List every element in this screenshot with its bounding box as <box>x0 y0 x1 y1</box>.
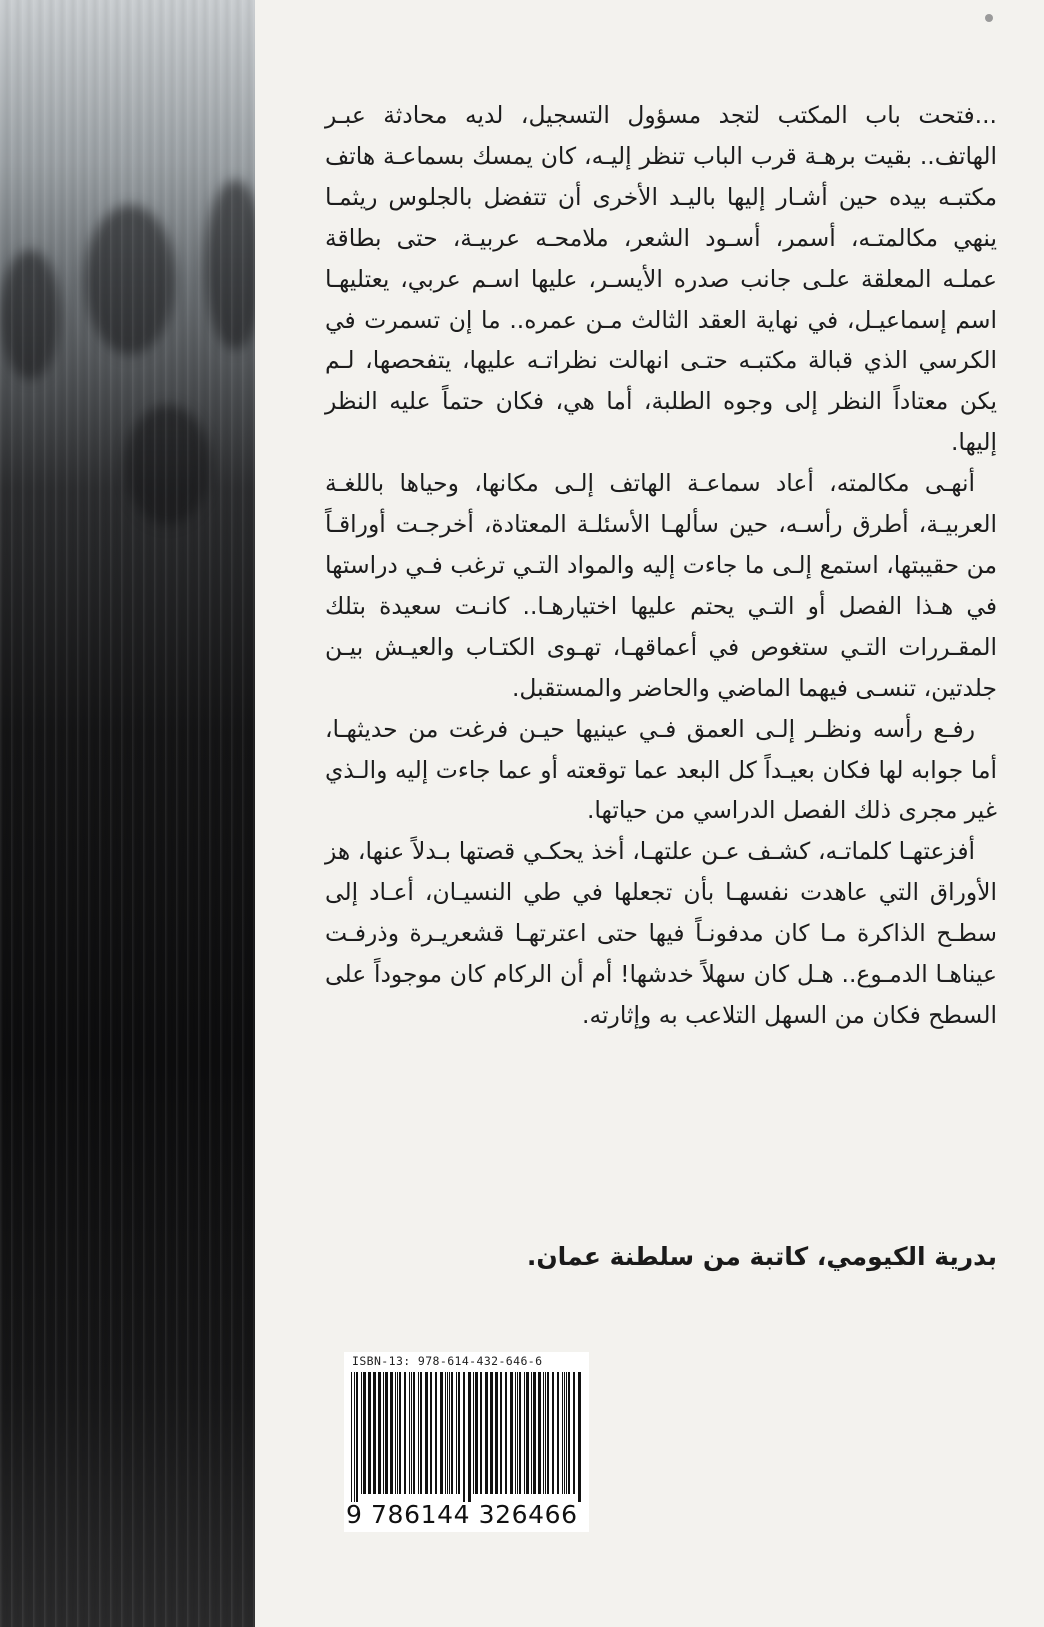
barcode-bar <box>519 1372 521 1494</box>
barcode-bar <box>468 1372 471 1502</box>
barcode-bar <box>557 1372 559 1494</box>
barcode-bar <box>395 1372 396 1494</box>
barcode-bar <box>538 1372 541 1494</box>
barcode-bar <box>458 1372 460 1494</box>
barcode-bar <box>545 1372 546 1494</box>
barcode-bar <box>510 1372 513 1494</box>
barcode-bar <box>356 1372 358 1502</box>
barcode-bar <box>363 1372 366 1494</box>
barcode-bar <box>485 1372 488 1494</box>
barcode-bar <box>463 1372 465 1502</box>
barcode-bar <box>413 1372 415 1494</box>
barcode-bar <box>420 1372 422 1494</box>
barcode-bar <box>409 1372 410 1494</box>
barcode-bar <box>418 1372 419 1494</box>
barcode-bar <box>390 1372 393 1494</box>
barcode-bar <box>440 1372 443 1494</box>
barcode-bar <box>564 1372 565 1494</box>
barcode-bar <box>385 1372 388 1494</box>
barcode-bar <box>373 1372 376 1494</box>
barcode-bar <box>451 1372 453 1494</box>
barcode-bar <box>573 1372 575 1494</box>
barcode-bar <box>449 1372 450 1494</box>
barcode-bar <box>490 1372 493 1494</box>
barcode-bar <box>505 1372 507 1494</box>
blurb-paragraph-4: أفزعتهـا كلماتـه، كشـف عـن علتهـا، أخذ يحكـي قصتها بـدلاً عنها، هز الأوراق التي عاهدت نفسهـا بأن تجعلها في طي النسيـان، أعـاد إلى سطـح الذاكرة مـا كان مدفونـاً فيها حتى اعترتهـا قشعريـرة وذرفـت عيناهـا الدمـوع.. هـل كان سهلاً خدشها! أم أن الركام كان موجوداً على السطح فكان من السهل التلاعب به وإثارته. <box>325 837 997 1029</box>
barcode-bar <box>354 1372 355 1502</box>
blurb-paragraph-1: ...فتحت باب المكتب لتجد مسؤول التسجيل، لديه محادثة عبـر الهاتف.. بقيت برهـة قرب الباب تنظر إليـه، كان يمسك بسماعـة هاتف مكتبـه بيده حين أشـار إليها باليـد الأخرى أن تتفضل بالجلوس ريثمـا ينهي مكالمتـه، أسمر، أسـود الشعر، ملامحـه عربيـة، حتى بطاقة عملـه المعلقة علـى جانب صدره الأيسـر، عليها اسـم عربي، يعتليهـا اسم إسماعيـل، في نهاية العقد الثالث مـن عمره.. ما إن تسمرت في الكرسي الذي قبالة مكتبـه حتـى انهالت نظراتـه عليها، يتفحصها، لـم يكن معتاداً النظر إلى وجوه الطلبة، أما هي، فكان حتماً عليه النظر إليها. <box>325 101 997 457</box>
barcode-bar <box>495 1372 498 1494</box>
barcode-bar <box>383 1372 384 1494</box>
barcode-bar <box>399 1372 401 1494</box>
barcode-bar <box>552 1372 554 1494</box>
barcode-digits: 9 786144 326466 <box>346 1500 578 1529</box>
isbn-label: ISBN-13: 978-614-432-646-6 <box>352 1354 543 1368</box>
barcode-bar <box>404 1372 406 1494</box>
barcode-bar <box>515 1372 516 1494</box>
barcode-bar <box>445 1372 446 1494</box>
barcode-bar <box>378 1372 381 1494</box>
barcode-bar <box>517 1372 518 1494</box>
corner-mark <box>985 14 993 22</box>
barcode-bar <box>566 1372 567 1494</box>
barcode-bar <box>368 1372 371 1494</box>
barcode-bar <box>547 1372 549 1494</box>
barcode-bar <box>531 1372 532 1494</box>
barcode-bar <box>500 1372 502 1494</box>
barcode-bar <box>473 1372 474 1494</box>
blurb-paragraph-2: أنهـى مكالمته، أعاد سماعـة الهاتف إلـى مكانها، وحياها باللغـة العربيـة، أطرق رأسـه، حين سألهـا الأسئلـة المعتادة، أخرجـت أوراقـاً من حقيبتها، استمع إلـى ما جاءت إليه والمواد التـي ترغب فـي دراستها في هـذا الفصل أو التـي يحتم عليها اختيارهـا.. كانـت سعيدة بتلك المقـررات التـي ستغوص في أعماقهـا، تهـوى الكتـاب والعيـش بيـن جلدتين، تنسـى فيهما الماضي والحاضر والمستقبل. <box>325 469 997 702</box>
barcode-bar <box>568 1372 570 1494</box>
author-line: بدرية الكيومي، كاتبة من سلطنة عمان. <box>526 1242 997 1271</box>
barcode-bar <box>456 1372 457 1494</box>
back-cover-blurb <box>325 95 997 1036</box>
barcode-bar <box>411 1372 412 1494</box>
barcode-bar <box>524 1372 525 1494</box>
barcode-bar <box>447 1372 448 1494</box>
barcode-bar <box>397 1372 398 1494</box>
barcode-bar <box>361 1372 362 1494</box>
barcode-bar <box>543 1372 544 1494</box>
barcode-bar <box>425 1372 428 1494</box>
barcode-icon <box>349 1372 585 1502</box>
barcode-bar <box>435 1372 437 1494</box>
blurb-paragraph-3: رفـع رأسه ونظـر إلـى العمق فـي عينيها حيـن فرغت من حديثهـا، أما جوابه لها فكان بعيـداً كل البعد عما توقعته أو عما جاءت إليه والـذي غير مجرى ذلك الفصل الدراسي من حياتها. <box>325 714 997 825</box>
barcode-bar <box>480 1372 482 1494</box>
barcode-bar <box>533 1372 536 1494</box>
barcode-bar <box>430 1372 432 1494</box>
barcode-bar <box>475 1372 478 1494</box>
spine-photo <box>0 0 255 1627</box>
barcode-bar <box>578 1372 581 1502</box>
barcode-bar <box>526 1372 529 1494</box>
barcode-bar <box>351 1372 352 1502</box>
barcode-bar <box>562 1372 563 1494</box>
